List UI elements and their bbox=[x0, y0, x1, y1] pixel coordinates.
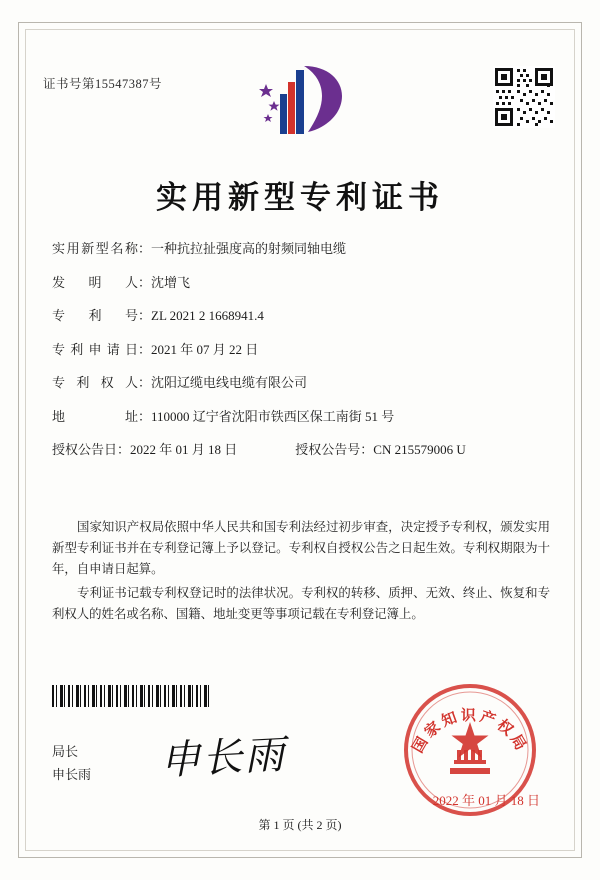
field-value-name: 一种抗拉扯强度高的射频同轴电缆 bbox=[151, 241, 347, 256]
field-row-patentee bbox=[52, 374, 550, 392]
field-label-grant-date: 授权公告日： bbox=[52, 442, 131, 457]
field-row-patent-no bbox=[52, 307, 550, 325]
field-label-patentee: 专 利 权 人 bbox=[52, 375, 138, 390]
field-label-name: 实用新型名称 bbox=[52, 241, 138, 256]
field-value-address: 110000 辽宁省沈阳市铁西区保工南街 51 号 bbox=[151, 408, 395, 424]
field-row-inventor bbox=[52, 274, 550, 292]
fields-block bbox=[52, 240, 550, 475]
field-colon-inventor: ： bbox=[138, 274, 152, 290]
page-title: 实用新型专利证书 bbox=[156, 180, 444, 215]
svg-text:国家知识产权局: 国家知识产权局 bbox=[410, 708, 530, 756]
handwritten-signature: 申长雨 bbox=[159, 731, 288, 784]
field-label-inventor: 发 明 人 bbox=[52, 274, 138, 290]
field-row-grant bbox=[52, 441, 550, 459]
field-colon-patent-no: ： bbox=[138, 308, 152, 323]
field-value-patentee: 沈阳辽缆电线电缆有限公司 bbox=[151, 375, 308, 390]
field-label-apply-date: 专利申请日 bbox=[52, 341, 138, 357]
certificate-number: 证书号第15547387号 bbox=[43, 77, 163, 91]
barcode bbox=[52, 685, 210, 707]
legal-paragraph-2: 专利证书记载专利权登记时的法律状况。专利权的转移、质押、无效、终止、恢复和专利权人的姓名或名称、国籍、地址变更等事项记载在专利登记簿上。 bbox=[52, 586, 550, 621]
field-colon-patentee: ： bbox=[138, 375, 152, 390]
field-label-grant-no: 授权公告号： bbox=[295, 442, 374, 457]
page-indicator: 第 1 页 (共 2 页) bbox=[258, 818, 342, 832]
field-value-inventor: 沈增飞 bbox=[151, 274, 191, 290]
field-colon-address: ： bbox=[138, 408, 152, 424]
field-colon-apply-date: ： bbox=[138, 341, 152, 357]
field-label-address: 地 址 bbox=[52, 408, 138, 424]
legal-paragraph-1: 国家知识产权局依照中华人民共和国专利法经过初步审查，决定授予专利权，颁发实用新型专利证书并在专利登记簿上予以登记。专利权自授权公告之日起生效。专利权期限为十年，自申请日起算。 bbox=[52, 520, 550, 576]
director-name: 申长雨 bbox=[52, 767, 92, 782]
director-label: 局长 bbox=[52, 744, 79, 759]
patent-office-logo-icon bbox=[252, 62, 348, 140]
field-row-apply-date bbox=[52, 341, 550, 359]
field-value-apply-date: 2021 年 07 月 22 日 bbox=[151, 341, 259, 357]
seal-date: 2022 年 01 月 18 日 bbox=[432, 793, 540, 808]
field-label-patent-no: 专 利 号 bbox=[52, 308, 138, 323]
director-label-block bbox=[52, 740, 91, 786]
qr-code-icon bbox=[493, 66, 555, 128]
legal-paragraphs bbox=[52, 517, 550, 628]
field-value-patent-no: ZL 2021 2 1668941.4 bbox=[151, 308, 264, 323]
field-value-grant-no: CN 215579006 U bbox=[373, 442, 466, 457]
field-value-grant-date: 2022 年 01 月 18 日 bbox=[130, 442, 238, 457]
field-row-address bbox=[52, 408, 550, 426]
field-colon-name: ： bbox=[138, 241, 152, 256]
field-row-name bbox=[52, 240, 550, 258]
